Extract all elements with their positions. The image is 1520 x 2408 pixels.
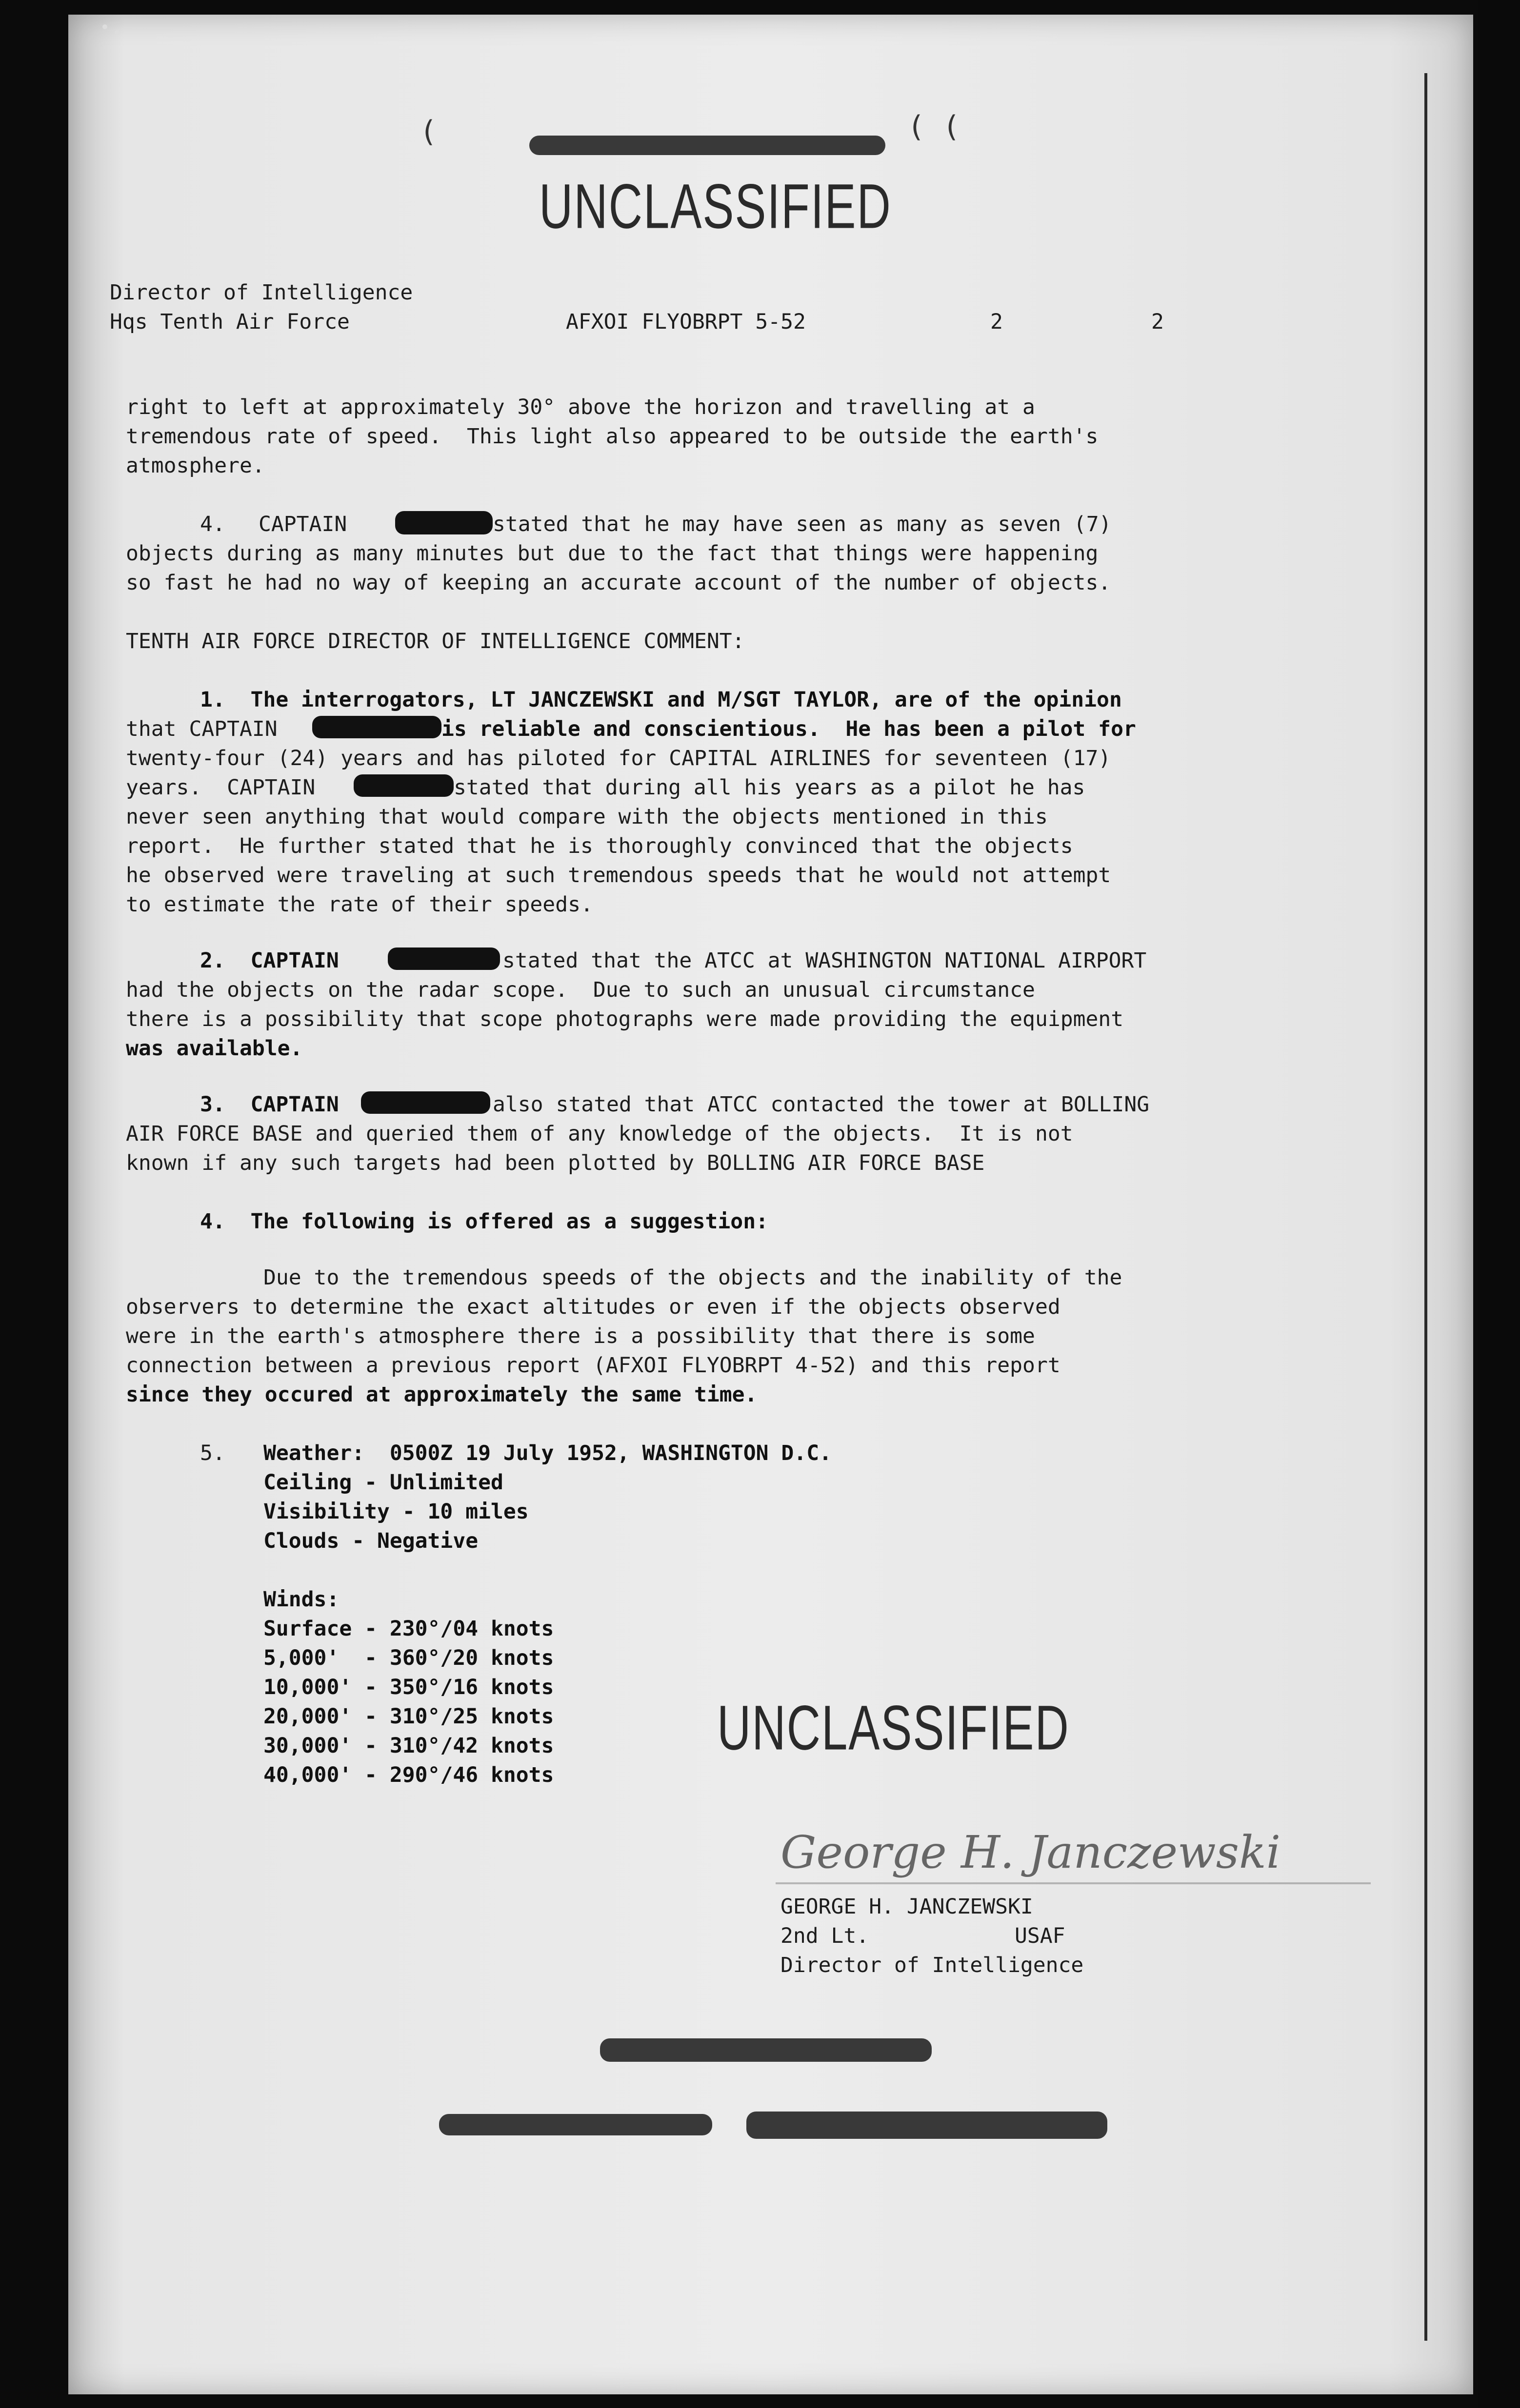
unclassified-stamp-middle: UNCLASSIFIED (717, 1693, 1070, 1763)
c3-line: known if any such targets had been plotted by BOLLING AIR FORCE BASE (126, 1151, 985, 1175)
signer-name: GEORGE H. JANCZEWSKI (780, 1895, 1033, 1919)
c1-line: that CAPTAIN (126, 717, 278, 741)
c2-line: had the objects on the radar scope. Due to such an unusual circumstance (126, 978, 1035, 1002)
struck-out-marking-bottom (439, 2114, 712, 2135)
weather-line: Visibility - 10 miles (263, 1500, 529, 1524)
c4-line: were in the earth's atmosphere there is a possibility that there is some (126, 1324, 1035, 1348)
unclassified-stamp-top: UNCLASSIFIED (539, 171, 892, 242)
para4-captain: CAPTAIN (259, 512, 347, 536)
c4-line: connection between a previous report (AFXOI FLYOBRPT 4-52) and this report (126, 1353, 1060, 1378)
c1-line: is reliable and conscientious. He has been a pilot for (441, 717, 1136, 741)
redaction-bar (395, 511, 493, 534)
winds-line: 5,000' - 360°/20 knots (263, 1646, 554, 1670)
c4-line: since they occured at approximately the same time. (126, 1382, 758, 1407)
c1-line: he observed were traveling at such tremendous speeds that he would not attempt (126, 863, 1111, 888)
weather-line: Clouds - Negative (263, 1529, 479, 1553)
winds-line: 30,000' - 310°/42 knots (263, 1734, 554, 1758)
comment-heading: TENTH AIR FORCE DIRECTOR OF INTELLIGENCE COMMENT: (126, 629, 745, 653)
winds-line: 20,000' - 310°/25 knots (263, 1704, 554, 1729)
redaction-bar (312, 716, 441, 738)
c3-line: AIR FORCE BASE and queried them of any knowledge of the objects. It is not (126, 1122, 1073, 1146)
redaction-bar (354, 774, 454, 797)
c1-line: twenty-four (24) years and has piloted for CAPITAL AIRLINES for seventeen (17) (126, 746, 1111, 770)
c1-line: report. He further stated that he is thoroughly convinced that the objects (126, 834, 1073, 858)
scan-border (1478, 0, 1520, 2408)
c4-line: observers to determine the exact altitudes or even if the objects observed (126, 1295, 1060, 1319)
struck-out-marking-bottom (746, 2112, 1107, 2139)
redaction-bar (388, 947, 500, 970)
handwritten-signature: George H. Janczewski (780, 1826, 1281, 1878)
para4-line: objects during as many minutes but due to the fact that things were happening (126, 541, 1099, 566)
scan-mark-right: ( ( (907, 110, 960, 144)
c3-line: also stated that ATCC contacted the tower at BOLLING (493, 1092, 1150, 1117)
c2-line: was available. (126, 1036, 303, 1061)
winds-line: 10,000' - 350°/16 knots (263, 1675, 554, 1699)
header-file-ref: AFXOI FLYOBRPT 5-52 (566, 310, 806, 334)
header-page-b: 2 (1151, 310, 1164, 334)
document-page (68, 15, 1473, 2394)
scan-speck (115, 30, 120, 35)
c4-line: 4. The following is offered as a suggestion: (200, 1209, 768, 1234)
c2-line: there is a possibility that scope photographs were made providing the equipment (126, 1007, 1124, 1031)
signer-title: Director of Intelligence (780, 1953, 1084, 1977)
header-page-a: 2 (990, 310, 1003, 334)
c2-line: stated that the ATCC at WASHINGTON NATIONAL AIRPORT (502, 948, 1147, 973)
intro-line: right to left at approximately 30° above the horizon and travelling at a (126, 395, 1035, 419)
c3-line: 3. CAPTAIN (200, 1092, 339, 1117)
signer-branch: USAF (1015, 1924, 1065, 1948)
winds-label: Winds: (263, 1587, 340, 1612)
c5-number: 5. (200, 1441, 225, 1465)
signer-rank: 2nd Lt. (780, 1924, 869, 1948)
scan-speck (102, 24, 107, 29)
signature-underline (776, 1882, 1371, 1884)
c1-line: to estimate the rate of their speeds. (126, 892, 593, 917)
c1-line: 1. The interrogators, LT JANCZEWSKI and M/SGT TAYLOR, are of the opinion (200, 688, 1122, 712)
struck-out-marking-bottom (600, 2038, 932, 2062)
intro-line: tremendous rate of speed. This light also appeared to be outside the earth's (126, 424, 1099, 449)
redaction-bar (361, 1091, 490, 1114)
c1-line: years. CAPTAIN (126, 775, 316, 800)
struck-out-marking-top (529, 136, 885, 155)
c2-line: 2. CAPTAIN (200, 948, 339, 973)
winds-line: 40,000' - 290°/46 knots (263, 1763, 554, 1787)
intro-line: atmosphere. (126, 454, 265, 478)
para4-number: 4. (200, 512, 225, 536)
weather-line: Weather: 0500Z 19 July 1952, WASHINGTON D.C. (263, 1441, 832, 1465)
c4-line: Due to the tremendous speeds of the objects and the inability of the (263, 1265, 1122, 1290)
header-hq: Hqs Tenth Air Force (110, 310, 350, 334)
c1-line: stated that during all his years as a pilot he has (454, 775, 1085, 800)
para4-text: stated that he may have seen as many as seven (7) (493, 512, 1112, 536)
weather-line: Ceiling - Unlimited (263, 1470, 503, 1495)
scan-mark-left: ( (420, 115, 438, 149)
page-edge-shadow (1424, 73, 1427, 2341)
para4-line: so fast he had no way of keeping an accurate account of the number of objects. (126, 571, 1111, 595)
winds-line: Surface - 230°/04 knots (263, 1617, 554, 1641)
c1-line: never seen anything that would compare with the objects mentioned in this (126, 805, 1048, 829)
header-office: Director of Intelligence (110, 280, 413, 305)
